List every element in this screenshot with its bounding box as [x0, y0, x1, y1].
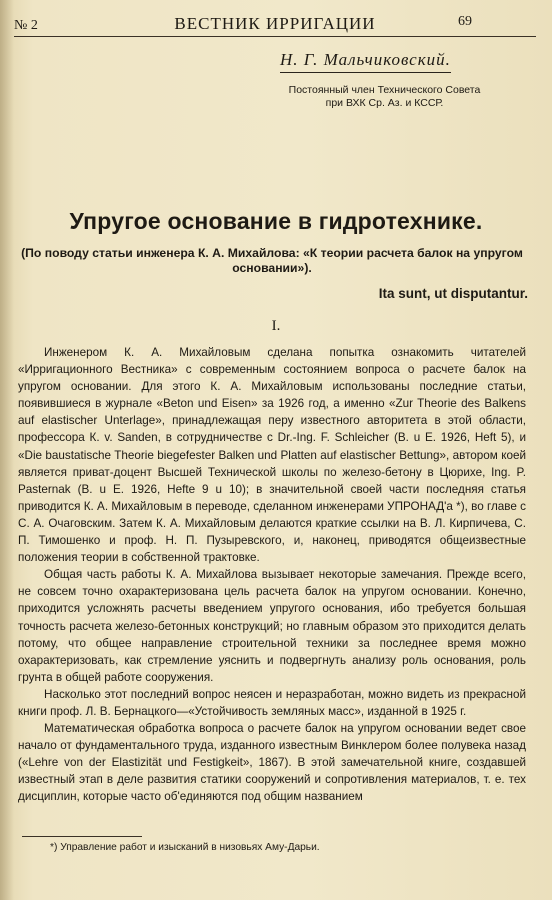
- affiliation-line: Постоянный член Технического Совета: [288, 84, 481, 96]
- article-title: Упругое основание в гидротехнике.: [69, 208, 483, 234]
- section-number: I.: [271, 318, 281, 334]
- footnote-divider: [22, 836, 142, 837]
- spine-shadow: [0, 0, 14, 900]
- body-paragraph: Общая часть работы К. А. Михайлова вызывает некоторые замечания. Прежде всего, не совсем точно охарактеризована цель расчета балок на упругом основании. Конечно, приходится усложнять расчеты введением упругого основания, ибо требуется большая точность расчета железо-бетонных конструкций; но главным образом это приходится делать потому, что общее направление строительной техники за последнее время можно охарактеризовать, как стремление уяснить и подвергнуть анализу роль основания, роль грунта в общей работе сооружения.: [18, 568, 526, 684]
- body-paragraph: Насколько этот последний вопрос неясен и неразработан, можно видеть из прекрасной книги проф. Л. В. Бернацкого—«Устойчивость земляных масс», изданной в 1925 г.: [18, 687, 526, 718]
- affiliation-line: при ВХК Ср. Аз. и КССР.: [325, 97, 444, 109]
- running-head: [14, 14, 536, 37]
- footnote: *) Управление работ и изысканий в низовьях Аму-Дарьи.: [50, 842, 320, 853]
- article-subtitle: (По поводу статьи инженера К. А. Михайлова: «К теории расчета балок на упругом основании»).: [21, 246, 523, 275]
- body-paragraph: Инженером К. А. Михайловым сделана попытка ознакомить читателей «Ирригационного Вестника» с современным состоянием вопроса о расчете балок на упругом основании. Для этого К. А. Михайловым использованы последние статьи, появившиеся в журнале «Beton und Eisen» за 1926 год, а именно «Zur Theorie des Balkens auf elastischer Unterlage», принадлежащая перу известного авторитета в этой области, профессора К. v. Sanden, в сотрудничестве с Dr.-Ing. F. Schleicher (B. u E. 1926, Heft 5), и «Die baustatische Theorie biegefester Balken und Platten auf elastischer Bettung», автором коей является приват-доцент Высшей Технической школы по железо-бетону в Цюрихе, Ing. P. Pasternak (B. u E. 1926, Hefte 9 u 10); в значительной своей части последняя статья приводится К. А. Михайловым в переводе, сделанном инженерами УПРОНАД'а *), во главе с С. А. Очаговским. Затем К. А. Михайловым делаются краткие ссылки на В. Л. Кирпичева, С. П. Тимошенко и проф. Н. П. Пузыревского, и, наконец, приводятся общеизвестные положения теории в собственной трактовке.: [18, 346, 526, 565]
- author-name: Н. Г. Мальчиковский.: [280, 50, 451, 73]
- journal-title: ВЕСТНИК ИРРИГАЦИИ: [174, 14, 376, 33]
- page-number: 69: [458, 14, 472, 29]
- article-body: [18, 344, 526, 806]
- epigraph: Ita sunt, ut disputantur.: [378, 286, 528, 301]
- issue-number: № 2: [14, 18, 38, 33]
- author-affiliation: [272, 84, 497, 110]
- body-paragraph: Математическая обработка вопроса о расчете балок на упругом основании ведет свое начало от фундаментального труда, изданного известным Винклером более полувека назад («Lehre von der Elastizität und Festigkeit», 1867). В этой замечательной книге, создавшей известный этап в деле развития статики сооружений и сопротивления материалов, т. е. тех дисциплин, которые часто об'единяются под общим названием: [18, 722, 526, 804]
